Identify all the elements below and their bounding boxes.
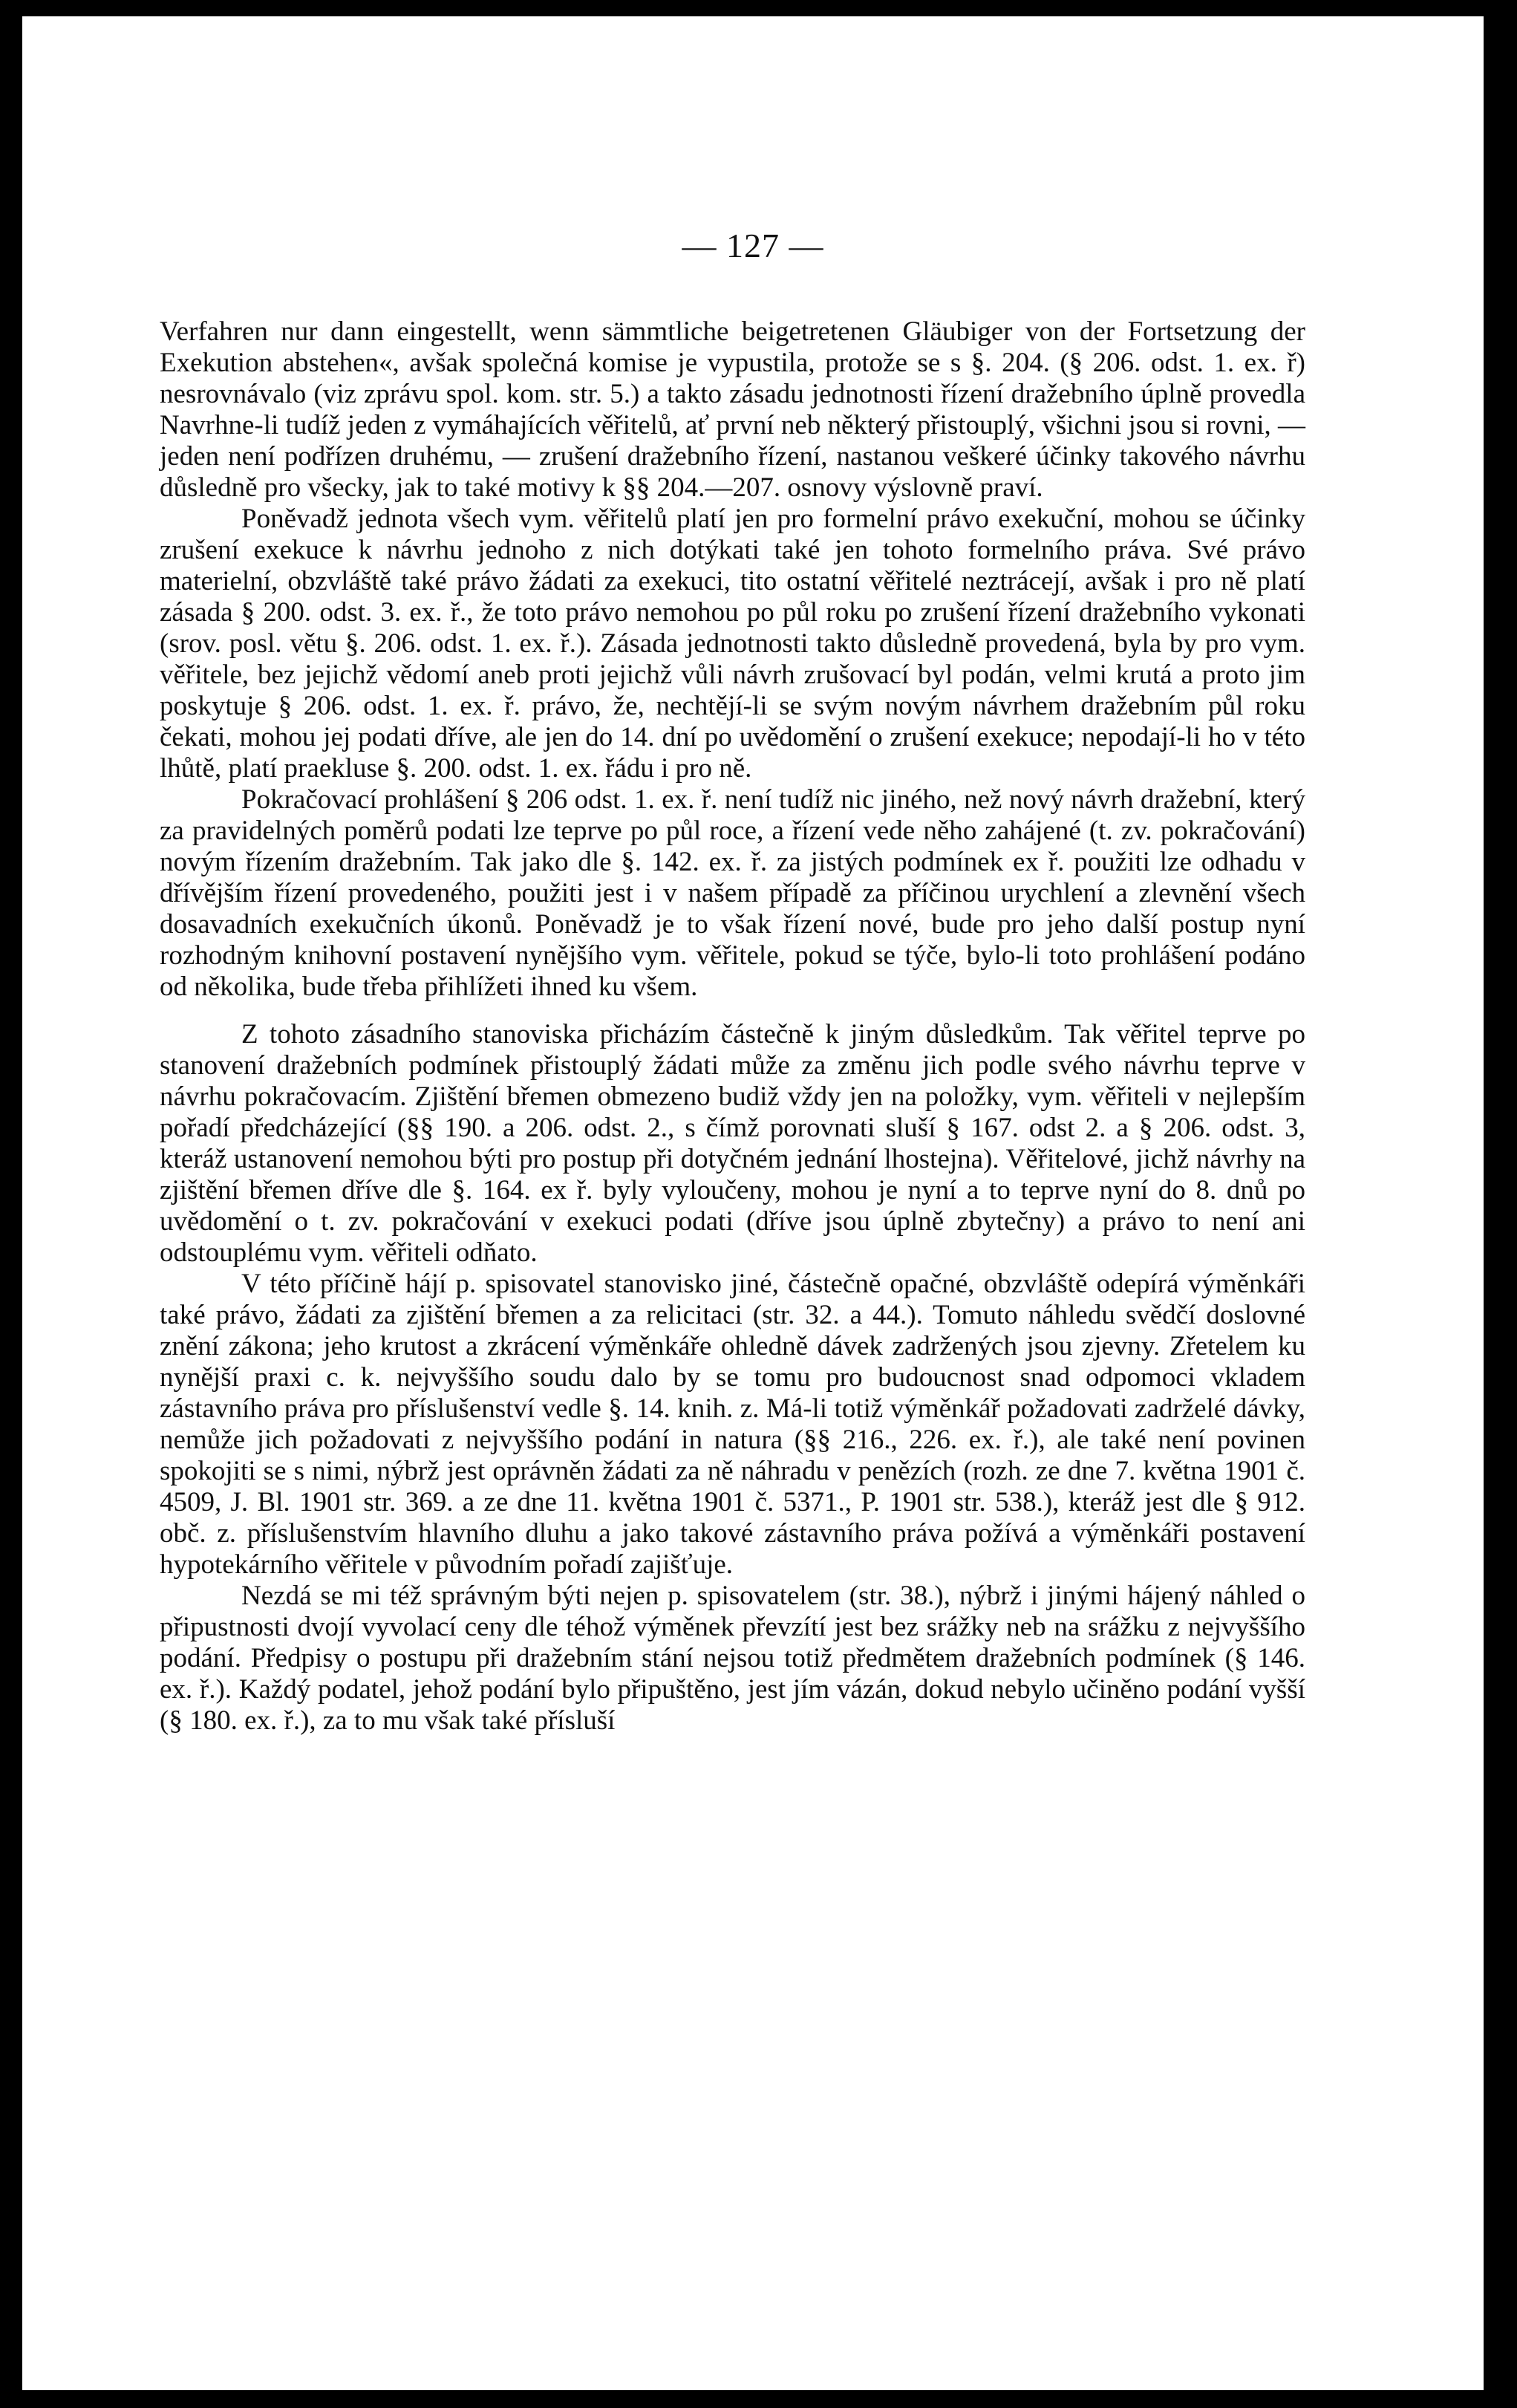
paragraph-author-view: V této příčině hájí p. spisovatel stanovisko jiné, částečně opačné, obzvláště odepírá výměnkáři také právo, žádati za zjištění břemen a za relicitaci (str. 32. a 44.). Tomuto náhledu svědčí doslovné znění zákona; jeho krutost a zkrácení výměnkáře ohledně dávek zadržených jsou zjevny. Zřetelem ku nynější praxi c. k. nejvyššího soudu dalo by se tomu pro budoucnost snad odpomoci vkladem zástavního práva pro příslušenství vedle §. 14. knih. z. Má-li totiž výměnkář požadovati zadrželé dávky, nemůže jich požadovati z nejvyššího podání in natura (§§ 216., 226. ex. ř.), ale také není povinen spokojiti se s nimi, nýbrž jest oprávněn žádati za ně náhradu v penězích (rozh. ze dne 7. května 1901 č. 4509, J. Bl. 1901 str. 369. a ze dne 11. května 1901 č. 5371., P. 1901 str. 538.), kteráž jest dle § 912. obč. z. příslušenstvím hlavního dluhu a jako takové zástavního práva požívá a výměnkáři postavení hypotekárního věřitele v původním pořadí zajišťuje. [160,1269,1305,1580]
page-number: — 127 — [682,227,824,264]
paragraph-consequences: Z tohoto zásadního stanoviska přicházím částečně k jiným důsledkům. Tak věřitel teprve po stanovení dražebních podmínek přistouplý žádati může za změnu jich podle svého návrhu teprve v návrhu pokračovacím. Zjištění břemen obmezeno budiž vždy jen na položky, vym. věřiteli v nejlepším pořadí předcházející (§§ 190. a 206. odst. 2., s čímž porovnati sluší § 167. odst 2. a § 206. odst. 3, kteráž ustanovení nemohou býti pro postup při dotyčném jednání lhostejna). Věřitelové, jichž návrhy na zjištění břemen dříve dle §. 164. ex ř. byly vyloučeny, mohou je nyní a to teprve nyní do 8. dnů po uvědomění o t. zv. pokračování v exekuci podati (dříve jsou úplně zbytečny) a právo to není ani odstouplému vym. věřiteli odňato. [160,1019,1305,1268]
body-text [160,316,1305,1737]
paragraph-continuation: Verfahren nur dann eingestellt, wenn sämmtliche beigetretenen Gläubiger von der Fortsetzung der Exekution abstehen«, avšak společná komise je vypustila, protože se s §. 204. (§ 206. odst. 1. ex. ř) nesrovnávalo (viz zprávu spol. kom. str. 5.) a takto zásadu jednotnosti řízení dražebního úplně provedla Navrhne-li tudíž jeden z vymáhajících věřitelů, ať první neb některý přistouplý, všichni jsou si rovni, — jeden není podřízen druhému, — zrušení dražebního řízení, nastanou veškeré účinky takového návrhu důsledně pro všecky, jak to také motivy k §§ 204.—207. osnovy výslovně praví. [160,316,1305,503]
paragraph-formal-law: Poněvadž jednota všech vym. věřitelů platí jen pro formelní právo exekuční, mohou se účinky zrušení exekuce k návrhu jednoho z nich dotýkati také jen tohoto formelního práva. Své právo materielní, obzvláště také právo žádati za exekuci, tito ostatní věřitelé neztrácejí, avšak i pro ně platí zásada § 200. odst. 3. ex. ř., že toto právo nemohou po půl roku po zrušení řízení dražebního vykonati (srov. posl. větu §. 206. odst. 1. ex. ř.). Zásada jednotnosti takto důsledně provedená, byla by pro vym. věřitele, bez jejichž vědomí aneb proti jejichž vůli návrh zrušovací byl podán, velmi krutá a proto jim poskytuje § 206. odst. 1. ex. ř. právo, že, nechtějí-li se svým novým návrhem dražebním půl roku čekati, mohou jej podati dříve, ale jen do 14. dní po uvědomění o zrušení exekuce; nepodají-li ho v této lhůtě, platí praekluse §. 200. odst. 1. ex. řádu i pro ně. [160,504,1305,784]
scanned-page [22,16,1484,2390]
paragraph-reserve-price: Nezdá se mi též správným býti nejen p. spisovatelem (str. 38.), nýbrž i jinými hájený náhled o připustnosti dvojí vyvolací ceny dle téhož výměnek převzítí jest bez srážky neb na srážku z nejvyššího podání. Předpisy o postupu při dražebním stání nejsou totiž předmětem dražebních podmínek (§ 146. ex. ř.). Každý podatel, jehož podání bylo připuštěno, jest jím vázán, dokud nebylo učiněno podání vyšší (§ 180. ex. ř.), za to mu však také přísluší [160,1581,1305,1736]
paragraph-continuation-declaration: Pokračovací prohlášení § 206 odst. 1. ex. ř. není tudíž nic jiného, než nový návrh dražební, který za pravidelných poměrů podati lze teprve po půl roce, a řízení vede něho zahájené (t. zv. pokračování) novým řízením dražebním. Tak jako dle §. 142. ex. ř. za jistých podmínek ex ř. použiti lze odhadu v dřívějším řízení provedeného, použiti jest i v našem případě za příčinou urychlení a zlevnění všech dosavadních exekučních úkonů. Poněvadž je to však řízení nové, bude pro jeho další postup nyní rozhodným knihovní postavení nynějšího vym. věřitele, pokud se týče, bylo-li toto prohlášení podáno od několika, bude třeba přihlížeti ihned ku všem. [160,784,1305,1002]
